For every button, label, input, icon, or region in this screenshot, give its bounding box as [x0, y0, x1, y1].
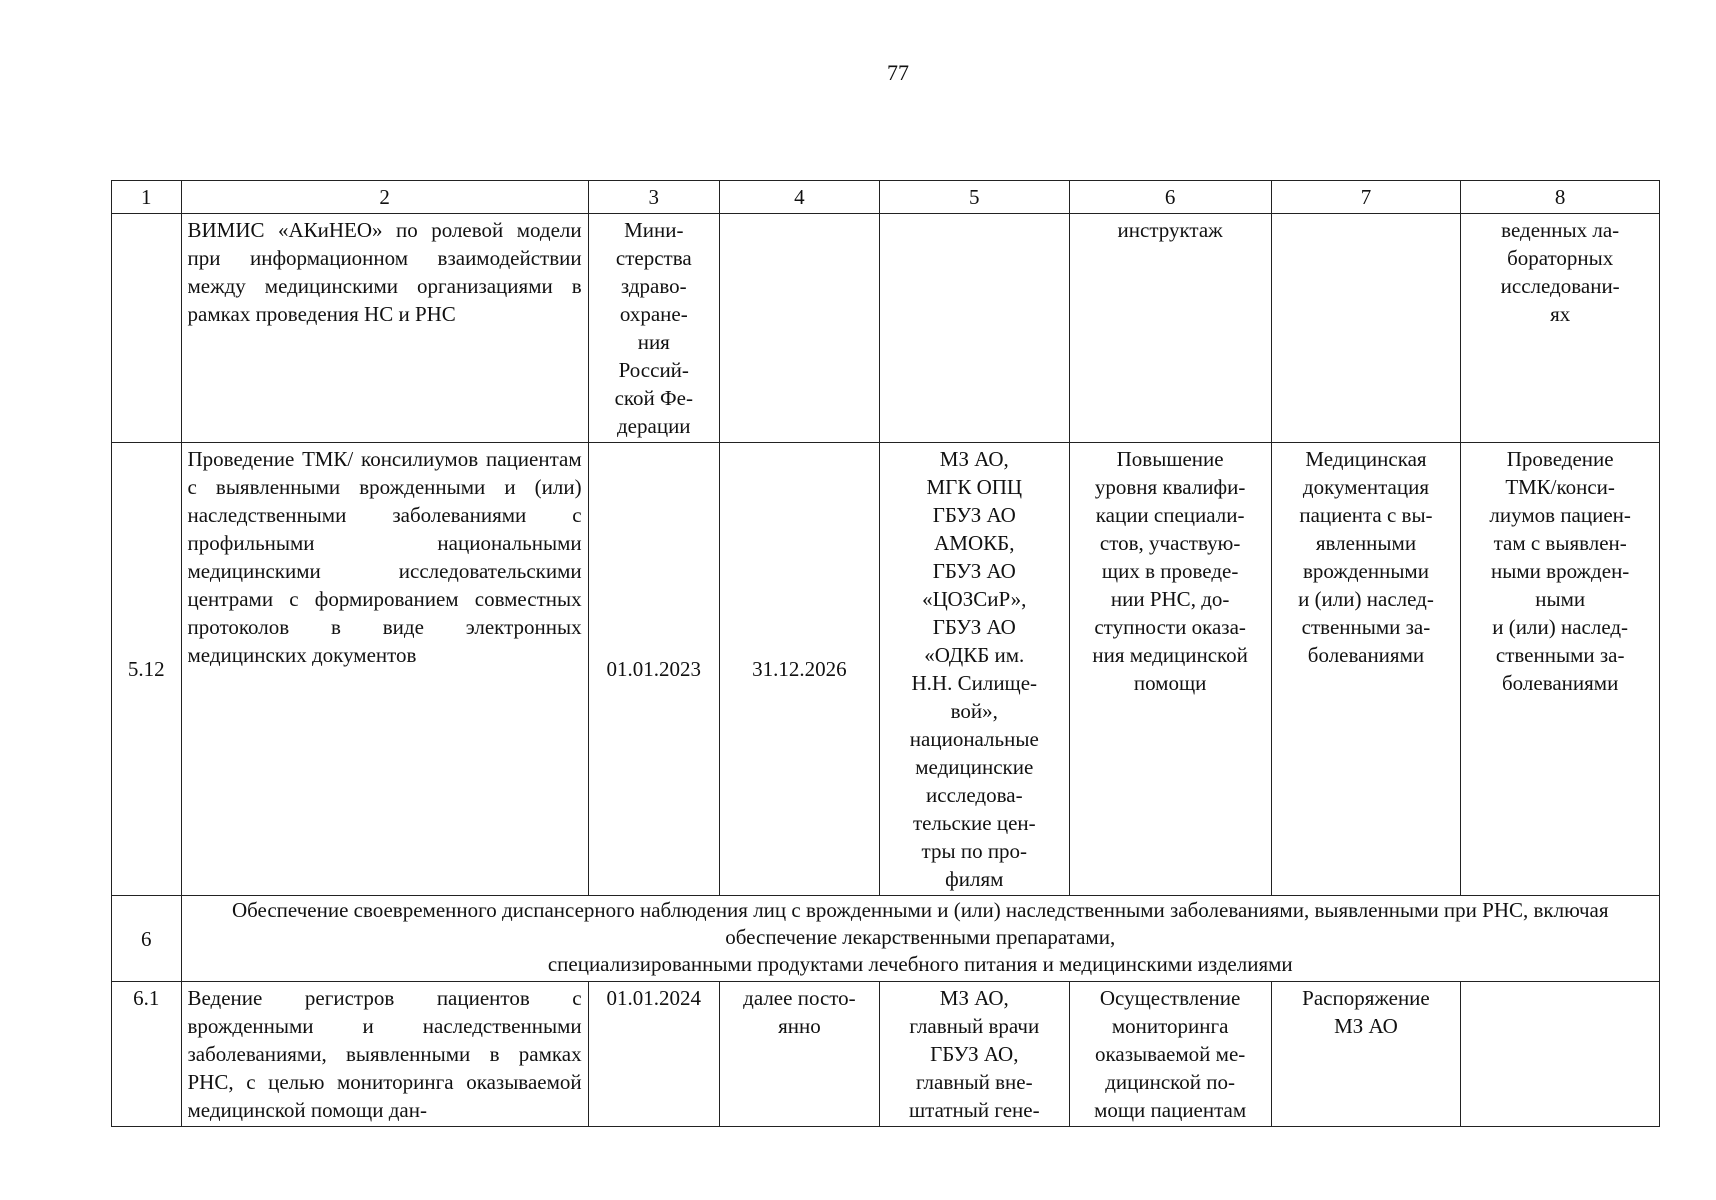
- document-cell: Распоряжение МЗ АО: [1271, 982, 1461, 1127]
- column-number: 7: [1271, 181, 1461, 214]
- document-cell: Медицинская документация пациента с вы- явленными врожденными и (или) наслед- ственными за- болеваниями: [1271, 443, 1461, 896]
- column-number: 1: [112, 181, 182, 214]
- start-date-cell: 01.01.2024: [588, 982, 719, 1127]
- result-cell: Осуществление мониторинга оказываемой ме- дицинской по- мощи пациентам: [1069, 982, 1271, 1127]
- document-cell: [1271, 214, 1461, 443]
- activity-cell: Проведение ТМК/ консилиумов пациентам с выявленными врожденными и (или) наследственными заболеваниями с профильными национальными медицинскими исследовательскими центрами с формированием совместных протоколов в виде электронных медицинских документов: [181, 443, 588, 896]
- end-date-cell: далее посто- янно: [719, 982, 879, 1127]
- result-cell: инструктаж: [1069, 214, 1271, 443]
- indicator-cell: Проведение ТМК/конси- лиумов пациен- там с выявлен- ными врожден- ными и (или) наслед- ственными за- болеваниями: [1461, 443, 1660, 896]
- row-number: 5.12: [112, 443, 182, 896]
- column-number-row: [112, 181, 1660, 214]
- start-date-cell: Мини- стерства здраво- охране- ния Россий- ской Фе- дерации: [588, 214, 719, 443]
- section-title: Обеспечение своевременного диспансерного наблюдения лиц с врожденными и (или) наследственными заболеваниями, выявленными при РНС, включая обеспечение лекарственными препаратами, специализированными продуктами лечебного питания и медицинскими изделиями: [181, 896, 1660, 982]
- activity-cell: Ведение регистров пациентов с врожденными и наследственными заболеваниями, выявленными в рамках РНС, с целью мониторинга оказываемой медицинской помощи дан-: [181, 982, 588, 1127]
- section-number: 6: [112, 896, 182, 982]
- row-number: [112, 214, 182, 443]
- table-row: [112, 443, 1660, 896]
- indicator-cell: веденных ла- бораторных исследовани- ях: [1461, 214, 1660, 443]
- column-number: 5: [879, 181, 1069, 214]
- responsible-cell: МЗ АО, МГК ОПЦ ГБУЗ АО АМОКБ, ГБУЗ АО «ЦОЗСиР», ГБУЗ АО «ОДКБ им. Н.Н. Силище- вой», национальные медицинские исследова- тельские цен- тры по про- филям: [879, 443, 1069, 896]
- start-date-cell: 01.01.2023: [588, 443, 719, 896]
- table-row: [112, 982, 1660, 1127]
- column-number: 2: [181, 181, 588, 214]
- section-row: [112, 896, 1660, 982]
- indicator-cell: [1461, 982, 1660, 1127]
- column-number: 6: [1069, 181, 1271, 214]
- column-number: 4: [719, 181, 879, 214]
- responsible-cell: МЗ АО, главный врачи ГБУЗ АО, главный вне- штатный гене-: [879, 982, 1069, 1127]
- end-date-cell: [719, 214, 879, 443]
- end-date-cell: 31.12.2026: [719, 443, 879, 896]
- result-cell: Повышение уровня квалифи- кации специали- стов, участвую- щих в проведе- нии РНС, до- ступности оказа- ния медицинской помощи: [1069, 443, 1271, 896]
- activity-cell: ВИМИС «АКиНЕО» по ролевой модели при информационном взаимодействии между медицинскими организациями в рамках проведения НС и РНС: [181, 214, 588, 443]
- row-number: 6.1: [112, 982, 182, 1127]
- column-number: 8: [1461, 181, 1660, 214]
- page-number: 77: [887, 60, 909, 85]
- table-row: [112, 214, 1660, 443]
- column-number: 3: [588, 181, 719, 214]
- activity-plan-table: [111, 180, 1660, 1127]
- responsible-cell: [879, 214, 1069, 443]
